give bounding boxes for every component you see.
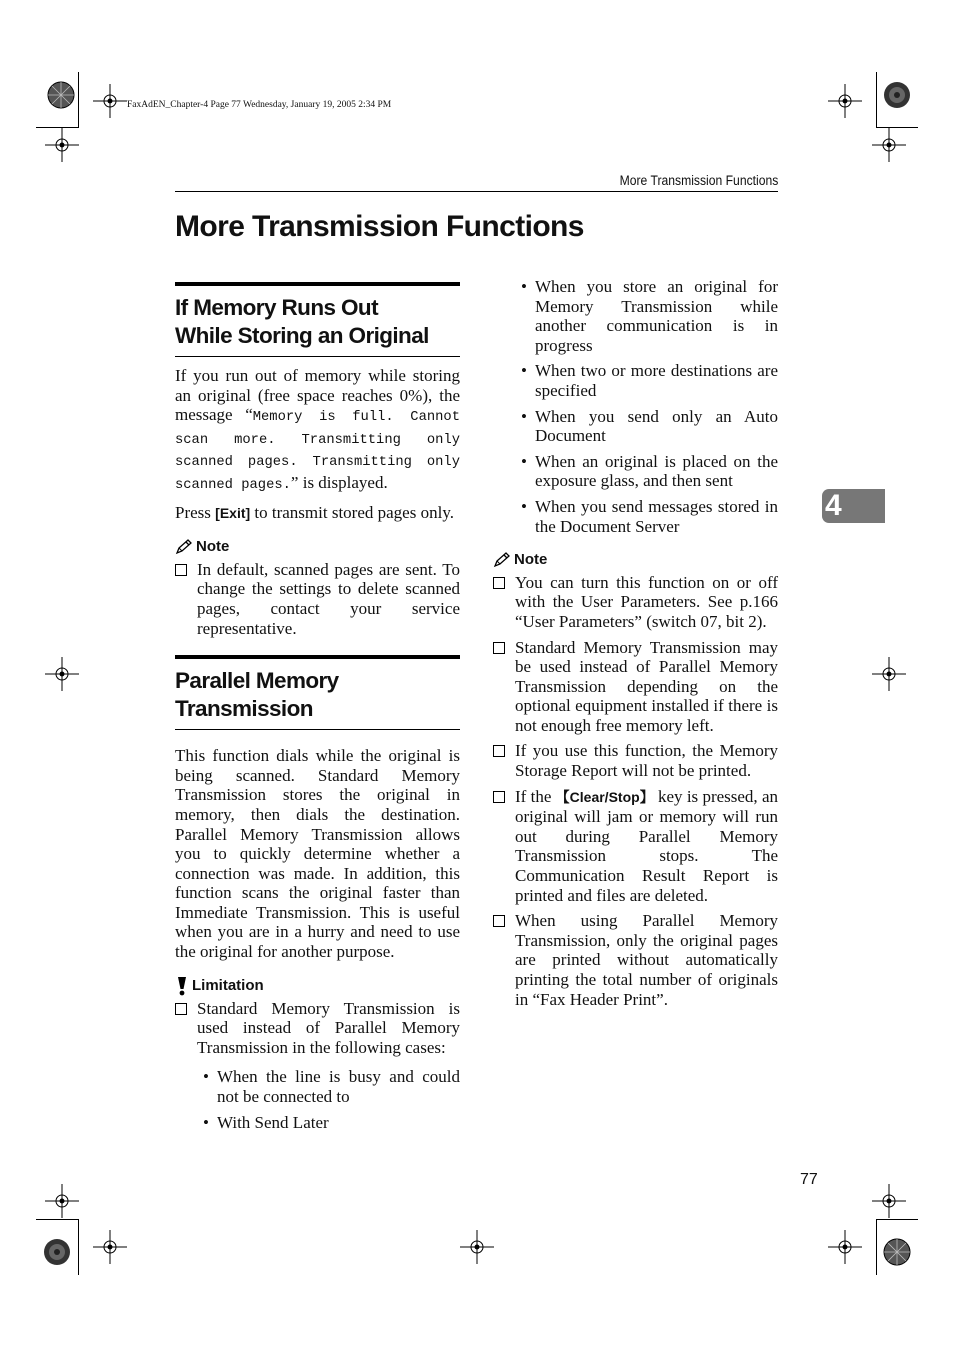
registration-mark-icon [880,1235,914,1269]
note-text-part: key is pressed, an original will jam or memory will run out during Parallel Memory Transmission stops. The Communication Result Report is printed and files are deleted. [515,786,778,905]
note-heading [175,537,460,557]
paragraph [175,503,460,524]
note-item [493,911,778,1009]
note-text: You can turn this function on or off with the User Parameters. See p.166 “User Parameters” (switch 07, bit 2). [515,572,778,631]
paragraph-text: Press [175,502,216,522]
limitation-heading [175,976,460,996]
crop-line [36,1219,78,1220]
list-item-text: When an original is placed on the exposure glass, and then sent [535,451,778,491]
crop-line [876,1219,918,1220]
list-item-text: When the line is busy and could not be connected to [217,1067,460,1107]
crop-line [876,72,877,128]
list-item-text: With Send Later [217,1112,329,1132]
list-item [195,1113,460,1133]
paragraph-text: to transmit stored pages only. [250,502,454,522]
note-text-part: If the [515,786,556,806]
crosshair-mark-icon [828,1230,862,1264]
header-rule [175,191,778,192]
list-item [195,1067,460,1106]
page-title: More Transmission Functions [175,210,584,243]
pencil-icon [175,539,193,555]
checkbox-square-icon [493,642,505,654]
chapter-tab [822,489,885,523]
section-heading: Parallel Memory Transmission [175,668,339,722]
right-column [493,277,778,1015]
list-item [513,277,778,355]
paragraph [175,366,460,496]
bullet-icon: • [203,1112,209,1132]
bullet-icon: • [521,496,527,516]
crosshair-mark-icon [872,657,906,691]
print-info: FaxAdEN_Chapter-4 Page 77 Wednesday, January 19, 2005 2:34 PM [127,100,392,110]
paragraph-text: If you run out of memory while storing an original (free space reaches 0%), the message “ [175,366,460,425]
note-text: When using Parallel Memory Transmission, only the original pages are printed without automatically printing the total number of originals in “Fax Header Print”. [515,911,778,1009]
registration-mark-icon [44,78,78,112]
checkbox-square-icon [175,564,187,576]
crosshair-mark-icon [45,1184,79,1218]
bullet-icon: • [521,361,527,381]
list-item-text: When two or more destinations are specified [535,361,778,400]
exit-key-label: [Exit] [215,504,251,521]
list-item-text: When you send messages stored in the Document Server [535,496,778,536]
message-text: Memory is full. Cannot scan more. Transmitting only scanned pages. Transmitting only scanned pages. [175,410,460,493]
crosshair-mark-icon [93,1230,127,1264]
list-item [513,497,778,536]
page-number: 77 [800,1171,818,1188]
bullet-icon: • [203,1067,209,1087]
crop-line [78,72,79,128]
note-text: Standard Memory Transmission may be used instead of Parallel Memory Transmission depending on the optional equipment installed if there is not enough free memory left. [515,637,778,735]
crosshair-mark-icon [828,84,862,118]
clear-stop-key-label: 【Clear/Stop】 [555,788,654,805]
note-text: In default, scanned pages are sent. To change the settings to delete scanned pages, contact your service representative. [197,559,460,638]
exclamation-icon [175,976,189,996]
note-item [493,573,778,632]
limitation-bullets [195,1067,460,1132]
crosshair-mark-icon [460,1230,494,1264]
checkbox-square-icon [493,915,505,927]
section-heading: If Memory Runs Out While Storing an Original [175,295,429,348]
crosshair-mark-icon [45,657,79,691]
checkbox-square-icon [493,577,505,589]
note-item [175,560,460,638]
crosshair-mark-icon [872,128,906,162]
limitation-item [175,999,460,1058]
list-item [513,407,778,446]
chapter-number: 4 [825,489,842,522]
note-text: If you use this function, the Memory Storage Report will not be printed. [515,741,778,781]
list-item-text: When you send only an Auto Document [535,406,778,446]
list-item [513,361,778,400]
bullet-icon: • [521,277,527,296]
section-rule [175,729,460,730]
bullet-icon: • [521,406,527,426]
note-item [493,787,778,906]
checkbox-square-icon [493,791,505,803]
checkbox-square-icon [175,1003,187,1015]
list-item [513,452,778,491]
section-rule [175,356,460,357]
crop-line [78,1219,79,1275]
registration-mark-icon [40,1235,74,1269]
crosshair-mark-icon [93,84,127,118]
crop-line [36,127,78,128]
crop-line [876,1219,877,1275]
bullet-icon: • [521,451,527,471]
pencil-icon [493,552,511,568]
left-column [175,282,460,1138]
limitation-text: Standard Memory Transmission is used instead of Parallel Memory Transmission in the following cases: [197,998,460,1057]
note-item [493,638,778,736]
limitation-label: Limitation [192,976,264,994]
paragraph-text: ” is displayed. [290,472,388,492]
note-label: Note [514,551,548,569]
registration-mark-icon [880,78,914,112]
paragraph: This function dials while the original is being scanned. Standard Memory Transmission stores the original in memory, then dials the destination. Parallel Memory Transmission allows you to quickly determine whether a connection was made. In addition, this function scans the original faster than Immediate Transmission. This is useful when you are in a hurry and need to use the original for another purpose. [175,746,460,962]
crosshair-mark-icon [45,128,79,162]
note-item [493,741,778,780]
note-text [515,787,778,906]
checkbox-square-icon [493,745,505,757]
crop-line [876,127,918,128]
running-header: More Transmission Functions [619,173,778,188]
list-item-text: When you store an original for Memory Transmission while another communication is in progress [535,277,778,355]
limitation-bullets-continued [513,277,778,536]
note-heading [493,550,778,570]
crosshair-mark-icon [872,1184,906,1218]
note-label: Note [196,538,230,556]
